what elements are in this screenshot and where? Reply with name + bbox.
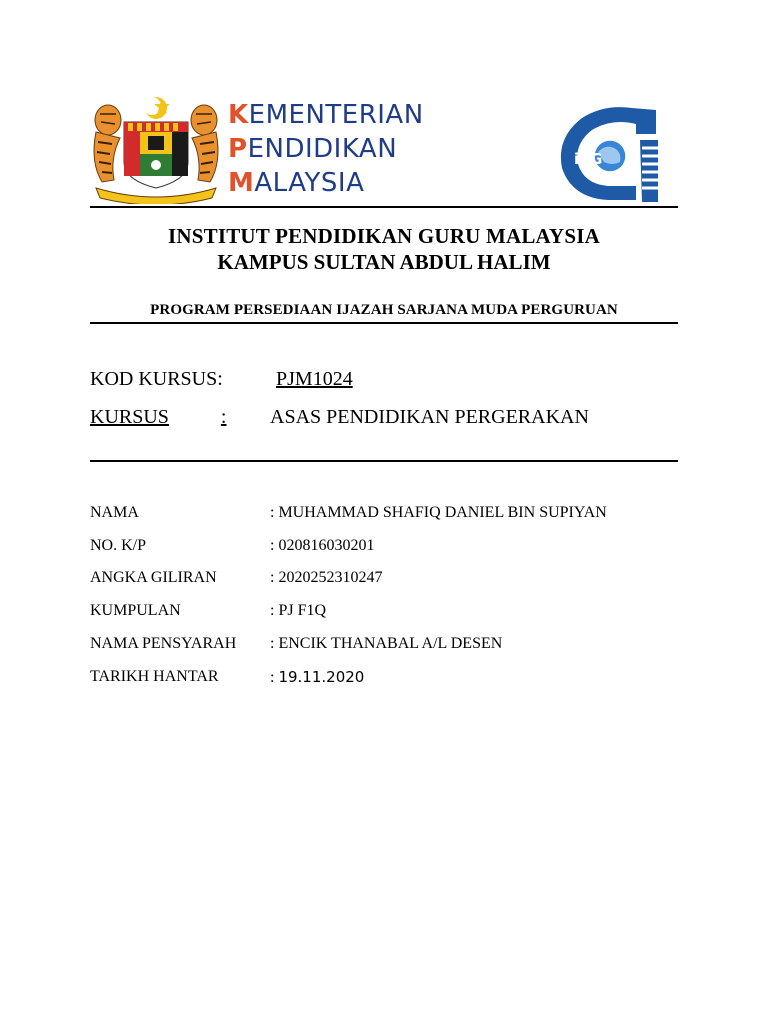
header-divider [90, 206, 678, 208]
detail-row-name [90, 504, 690, 526]
detail-label: KUMPULAN [90, 602, 181, 619]
course-name-label: KURSUS : [90, 406, 227, 428]
detail-label: NAMA PENSYARAH [90, 635, 237, 652]
detail-label: ANGKA GILIRAN [90, 569, 217, 586]
ipg-logo [552, 104, 660, 206]
detail-row-group [90, 602, 690, 624]
ministry-name [228, 98, 424, 200]
detail-label: NO. K/P [90, 537, 147, 554]
detail-value: : 020816030201 [270, 537, 375, 554]
ministry-line-2: PENDIDIKAN [228, 134, 398, 164]
detail-label: TARIKH HANTAR [90, 668, 219, 685]
detail-row-lecturer [90, 635, 690, 657]
detail-row-date [90, 668, 690, 690]
program-divider [90, 322, 678, 324]
right-tiger-icon [191, 105, 218, 182]
detail-row-index [90, 569, 690, 591]
detail-value: : 2020252310247 [270, 569, 383, 586]
course-code-value: PJM1024 [276, 368, 353, 390]
malaysia-coat-of-arms-logo [88, 92, 224, 204]
detail-value: : PJ F1Q [270, 602, 327, 619]
course-divider [90, 460, 678, 462]
detail-value: : 19.11.2020 [270, 668, 365, 686]
institution-name: INSTITUT PENDIDIKAN GURU MALAYSIA [168, 224, 600, 248]
ipg-logo-text: iPG [574, 150, 603, 168]
campus-name: KAMPUS SULTAN ABDUL HALIM [217, 250, 551, 274]
course-code-label: KOD KURSUS: [90, 368, 223, 390]
crescent-star-icon [143, 97, 170, 119]
shield-icon [124, 122, 188, 188]
detail-value: : ENCIK THANABAL A/L DESEN [270, 635, 503, 652]
ministry-line-3: MALAYSIA [228, 168, 365, 198]
detail-value: : MUHAMMAD SHAFIQ DANIEL BIN SUPIYAN [270, 504, 607, 521]
detail-row-ic [90, 537, 690, 559]
program-title: PROGRAM PERSEDIAAN IJAZAH SARJANA MUDA PERGURUAN [150, 302, 618, 318]
detail-label: NAMA [90, 504, 139, 521]
ministry-line-1: KEMENTERIAN [228, 100, 424, 130]
course-name-value: ASAS PENDIDIKAN PERGERAKAN [270, 406, 589, 428]
motto-ribbon-icon [96, 188, 216, 204]
left-tiger-icon [94, 105, 121, 182]
